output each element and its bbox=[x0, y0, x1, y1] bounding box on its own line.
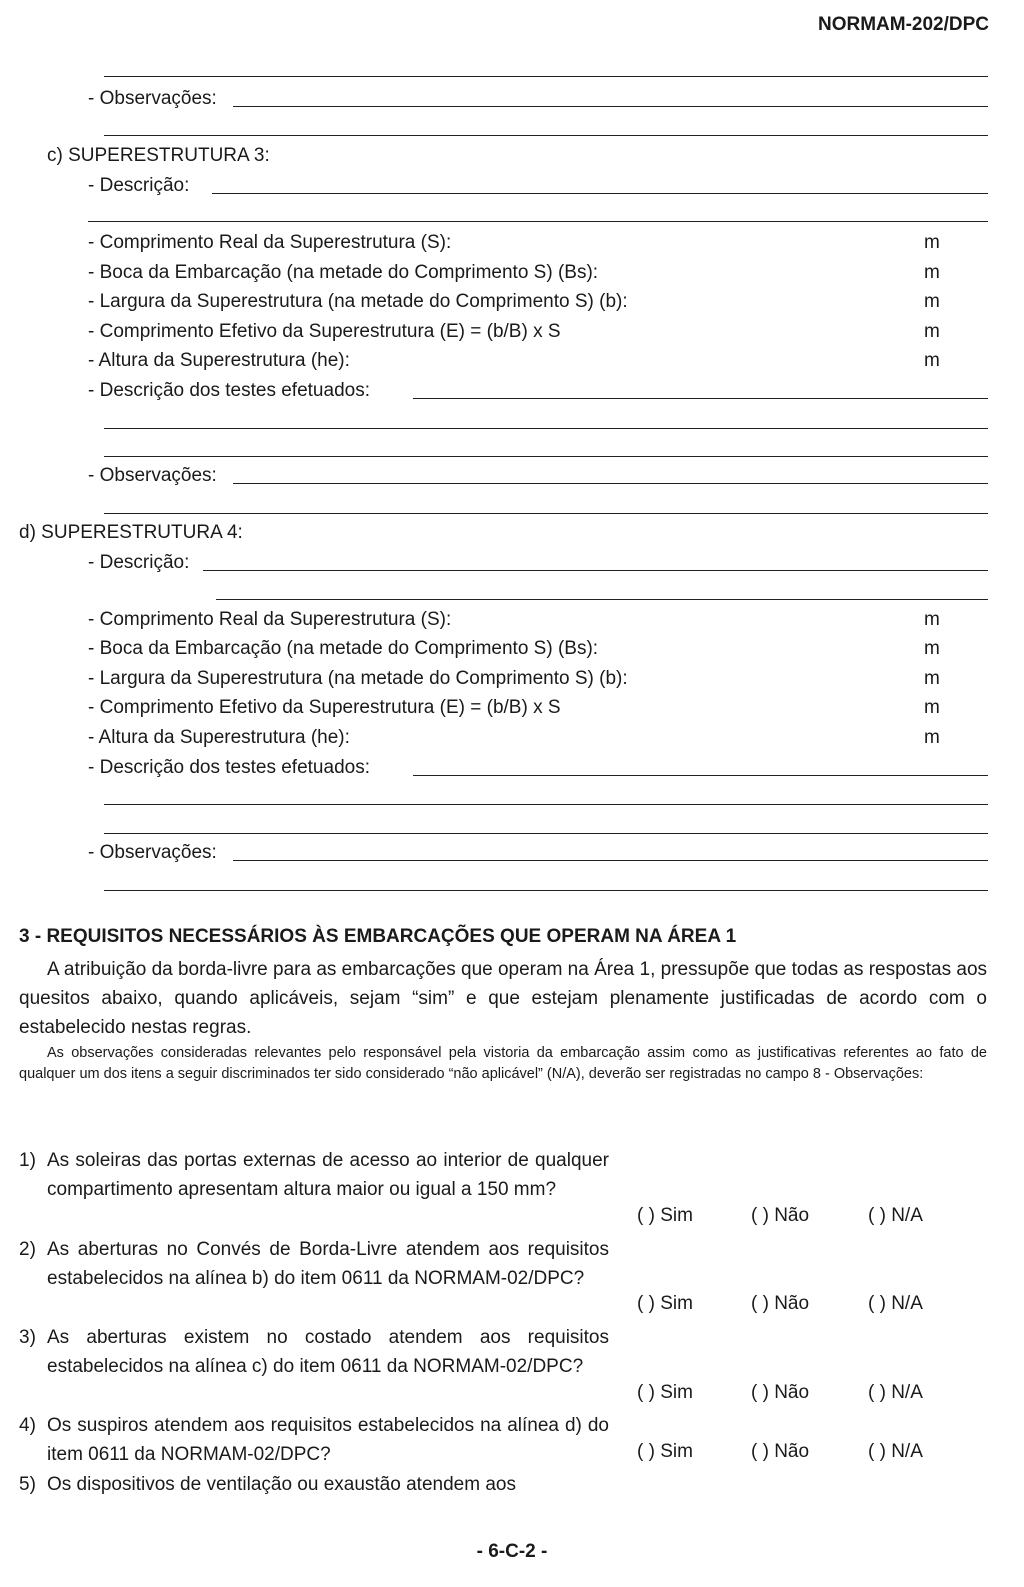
blank-line bbox=[104, 833, 988, 834]
sup4-descricao-label: - Descrição: bbox=[88, 552, 190, 573]
sup3-field-label: - Largura da Superestrutura (na metade do Comprimento S) (b): bbox=[88, 291, 628, 312]
blank-line bbox=[104, 513, 988, 514]
option-nao[interactable]: ( ) Não bbox=[751, 1293, 810, 1314]
question-item bbox=[19, 1411, 609, 1469]
observacoes-label: - Observações: bbox=[88, 88, 217, 109]
sup3-testes-label: - Descrição dos testes efetuados: bbox=[88, 380, 370, 401]
sup3-field-unit: m bbox=[924, 262, 940, 283]
question-number: 1) bbox=[19, 1150, 36, 1171]
blank-line bbox=[216, 599, 988, 600]
option-na[interactable]: ( ) N/A bbox=[868, 1205, 923, 1226]
blank-line bbox=[88, 221, 988, 222]
sup4-field-unit: m bbox=[924, 638, 940, 659]
section-note-text: As observações consideradas relevantes pelo responsável pela vistoria da embarcação assim como as justificativas referentes ao fato de qualquer um dos itens a seguir discriminados ter sido considerado “não aplicável” (N/A), deverão ser registradas no campo 8 - Observações: bbox=[19, 1045, 987, 1082]
option-na[interactable]: ( ) N/A bbox=[868, 1441, 923, 1462]
option-na[interactable]: ( ) N/A bbox=[868, 1293, 923, 1314]
sup4-field-label: - Largura da Superestrutura (na metade do Comprimento S) (b): bbox=[88, 668, 628, 689]
sup3-field-unit: m bbox=[924, 350, 940, 371]
question-text: As soleiras das portas externas de acesso ao interior de qualquer compartimento apresentam altura maior ou igual a 150 mm? bbox=[47, 1150, 609, 1200]
blank-line bbox=[104, 428, 988, 429]
question-text: As aberturas no Convés de Borda-Livre atendem aos requisitos estabelecidos na alínea b) do item 0611 da NORMAM-02/DPC? bbox=[47, 1239, 609, 1289]
sup3-field-unit: m bbox=[924, 321, 940, 342]
sup3-observacoes-label: - Observações: bbox=[88, 465, 217, 486]
sup3-observacoes-input-line[interactable] bbox=[233, 483, 988, 484]
document-id: NORMAM-202/DPC bbox=[817, 14, 989, 35]
question-item bbox=[19, 1146, 609, 1204]
sup3-title: c) SUPERESTRUTURA 3: bbox=[47, 145, 270, 166]
sup4-field-unit: m bbox=[924, 609, 940, 630]
sup4-observacoes-label: - Observações: bbox=[88, 842, 217, 863]
sup3-descricao-label: - Descrição: bbox=[88, 175, 190, 196]
option-nao[interactable]: ( ) Não bbox=[751, 1441, 810, 1462]
question-number: 5) bbox=[19, 1474, 36, 1495]
option-sim[interactable]: ( ) Sim bbox=[637, 1293, 693, 1314]
sup4-field-label: - Comprimento Real da Superestrutura (S): bbox=[88, 609, 452, 630]
section-note bbox=[19, 1043, 987, 1085]
sup4-field-label: - Altura da Superestrutura (he): bbox=[88, 727, 350, 748]
blank-line bbox=[104, 135, 988, 136]
sup3-field-label: - Boca da Embarcação (na metade do Comprimento S) (Bs): bbox=[88, 262, 599, 283]
blank-line bbox=[104, 804, 988, 805]
sup4-field-unit: m bbox=[924, 668, 940, 689]
observacoes-input-line[interactable] bbox=[233, 106, 988, 107]
section-paragraph bbox=[19, 955, 987, 1042]
sup4-observacoes-input-line[interactable] bbox=[233, 860, 988, 861]
sup3-field-unit: m bbox=[924, 291, 940, 312]
option-sim[interactable]: ( ) Sim bbox=[637, 1382, 693, 1403]
page-number: - 6-C-2 - bbox=[476, 1541, 548, 1562]
sup4-field-label: - Comprimento Efetivo da Superestrutura (E) = (b/B) x S bbox=[88, 697, 561, 718]
section-paragraph-text: A atribuição da borda-livre para as embarcações que operam na Área 1, pressupõe que todas as respostas aos quesitos abaixo, quando aplicáveis, sejam “sim” e que estejam plenamente justificadas de acordo com o estabelecido nestas regras. bbox=[19, 959, 988, 1038]
sup3-field-label: - Comprimento Real da Superestrutura (S): bbox=[88, 232, 452, 253]
question-text: Os suspiros atendem aos requisitos estabelecidos na alínea d) do item 0611 da NORMAM-02/DPC? bbox=[47, 1415, 609, 1465]
sup3-field-unit: m bbox=[924, 232, 940, 253]
blank-line bbox=[104, 76, 988, 77]
sup4-testes-label: - Descrição dos testes efetuados: bbox=[88, 757, 370, 778]
option-sim[interactable]: ( ) Sim bbox=[637, 1205, 693, 1226]
option-sim[interactable]: ( ) Sim bbox=[637, 1441, 693, 1462]
option-nao[interactable]: ( ) Não bbox=[751, 1205, 810, 1226]
sup3-field-label: - Comprimento Efetivo da Superestrutura (E) = (b/B) x S bbox=[88, 321, 561, 342]
sup4-title: d) SUPERESTRUTURA 4: bbox=[19, 522, 243, 543]
sup4-descricao-input-line[interactable] bbox=[203, 570, 988, 571]
option-nao[interactable]: ( ) Não bbox=[751, 1382, 810, 1403]
sup4-field-label: - Boca da Embarcação (na metade do Comprimento S) (Bs): bbox=[88, 638, 599, 659]
question-number: 3) bbox=[19, 1327, 36, 1348]
question-item bbox=[19, 1323, 609, 1381]
sup3-field-label: - Altura da Superestrutura (he): bbox=[88, 350, 350, 371]
sup3-descricao-input-line[interactable] bbox=[212, 193, 988, 194]
question-number: 4) bbox=[19, 1415, 36, 1436]
question-text: Os dispositivos de ventilação ou exaustão atendem aos bbox=[47, 1474, 516, 1495]
question-item bbox=[19, 1235, 609, 1293]
blank-line bbox=[104, 456, 988, 457]
sup4-field-unit: m bbox=[924, 727, 940, 748]
section-heading: 3 - REQUISITOS NECESSÁRIOS ÀS EMBARCAÇÕES QUE OPERAM NA ÁREA 1 bbox=[19, 926, 737, 947]
question-number: 2) bbox=[19, 1239, 36, 1260]
question-item bbox=[19, 1470, 609, 1499]
option-na[interactable]: ( ) N/A bbox=[868, 1382, 923, 1403]
sup4-field-unit: m bbox=[924, 697, 940, 718]
sup3-testes-input-line[interactable] bbox=[413, 398, 988, 399]
sup4-testes-input-line[interactable] bbox=[413, 775, 988, 776]
blank-line bbox=[104, 890, 988, 891]
question-text: As aberturas existem no costado atendem aos requisitos estabelecidos na alínea c) do item 0611 da NORMAM-02/DPC? bbox=[47, 1327, 609, 1377]
